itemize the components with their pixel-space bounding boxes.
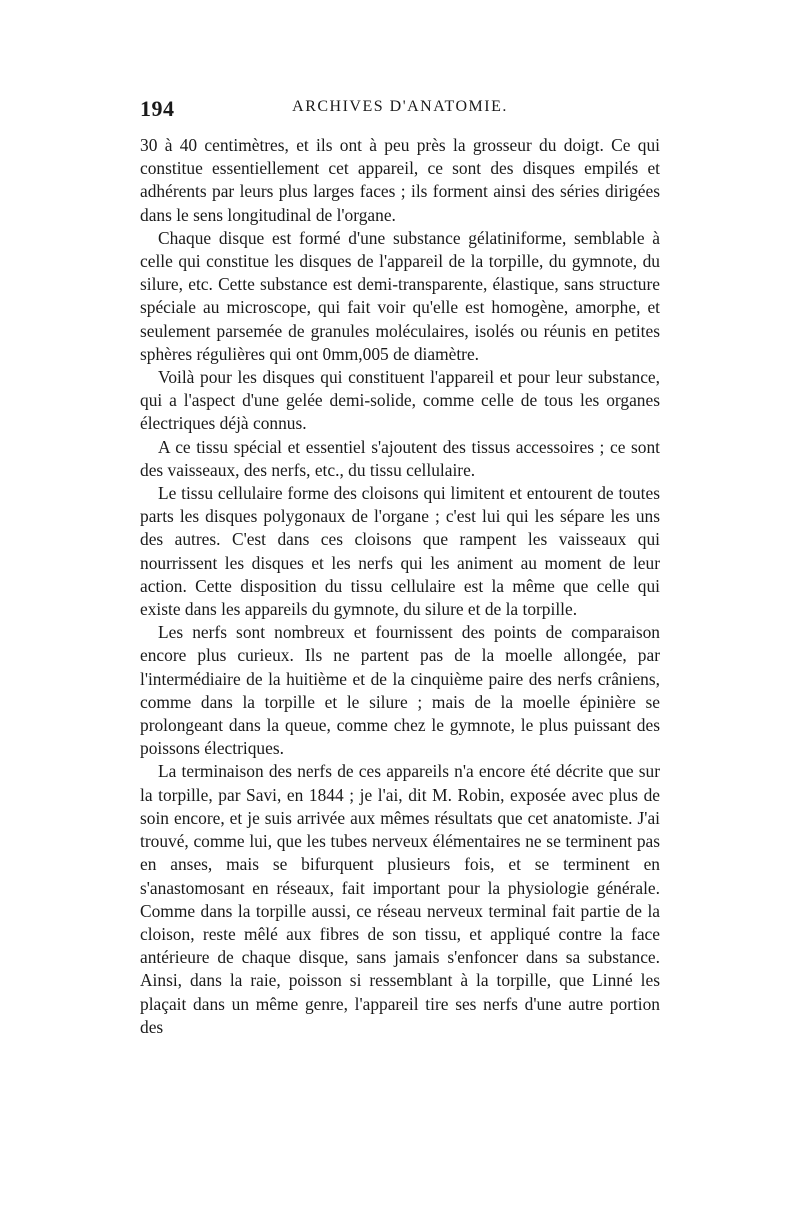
paragraph-nerfs: Les nerfs sont nombreux et fournissent des points de comparaison encore plus curieux. Ils ne partent pas de la moelle allongée, par l'intermédiaire de la huitième et de la cinquième paire des nerfs crâniens, comme dans la torpille et le silure ; mais de la moelle épinière se prolongeant dans la queue, comme chez le gymnote, le plus puissant des poissons électriques. — [140, 622, 660, 759]
book-page — [140, 96, 660, 1039]
paragraph-terminaison-nerfs: La terminaison des nerfs de ces appareils n'a encore été décrite que sur la torpille, par Savi, en 1844 ; je l'ai, dit M. Robin, exposée avec plus de soin encore, et je suis arrivée aux mêmes résultats que cet anatomiste. J'ai trouvé, comme lui, que les tubes nerveux élémentaires ne se terminent pas en anses, mais se bifurquent plusieurs fois, et se terminent en s'anastomosant en réseaux, fait important pour la physiologie générale. Comme dans la torpille aussi, ce réseau nerveux terminal fait partie de la cloison, reste mêlé aux fibres de son tissu, et appliqué contre la face antérieure de chaque disque, sans jamais s'enfoncer dans sa substance. Ainsi, dans la raie, poisson si ressemblant à la torpille, que Linné les plaçait dans un même genre, l'appareil tire ses nerfs d'une autre portion des — [140, 761, 660, 1037]
body-text — [140, 134, 660, 1039]
paragraph-disque-substance: Chaque disque est formé d'une substance gélatiniforme, semblable à celle qui constitue les disques de l'appareil de la torpille, du gymnote, du silure, etc. Cette substance est demi-transparente, élastique, sans structure spéciale au microscope, qui fait voir qu'elle est homogène, amorphe, et seulement parsemée de granules moléculaires, isolés ou réunis en petites sphères régulières qui ont 0mm,005 de diamètre. — [140, 227, 660, 364]
paragraph-tissus-accessoires: A ce tissu spécial et essentiel s'ajoutent des tissus accessoires ; ce sont des vaisseaux, des nerfs, etc., du tissu cellulaire. — [140, 436, 660, 480]
paragraph-voila-disques: Voilà pour les disques qui constituent l'appareil et pour leur substance, qui a l'aspect d'une gelée demi-solide, comme celle de tous les organes électriques déjà connus. — [140, 367, 660, 434]
running-title: ARCHIVES D'ANATOMIE. — [292, 98, 508, 115]
running-head — [140, 96, 660, 124]
paragraph-tissu-cellulaire: Le tissu cellulaire forme des cloisons qui limitent et entourent de toutes parts les disques polygonaux de l'organe ; c'est lui qui les sépare les uns des autres. C'est dans ces cloisons que rampent les vaisseaux qui nourrissent les disques et les nerfs qui les animent au moment de leur action. Cette disposition du tissu cellulaire est la même que celle qui existe dans les appareils du gymnote, du silure et de la torpille. — [140, 483, 660, 620]
paragraph-continued: 30 à 40 centimètres, et ils ont à peu près la grosseur du doigt. Ce qui constitue essentiellement cet appareil, ce sont des disques empilés et adhérents par leurs plus larges faces ; ils forment ainsi des séries dirigées dans le sens longitudinal de l'organe. — [140, 135, 660, 225]
page-number: 194 — [140, 96, 175, 121]
